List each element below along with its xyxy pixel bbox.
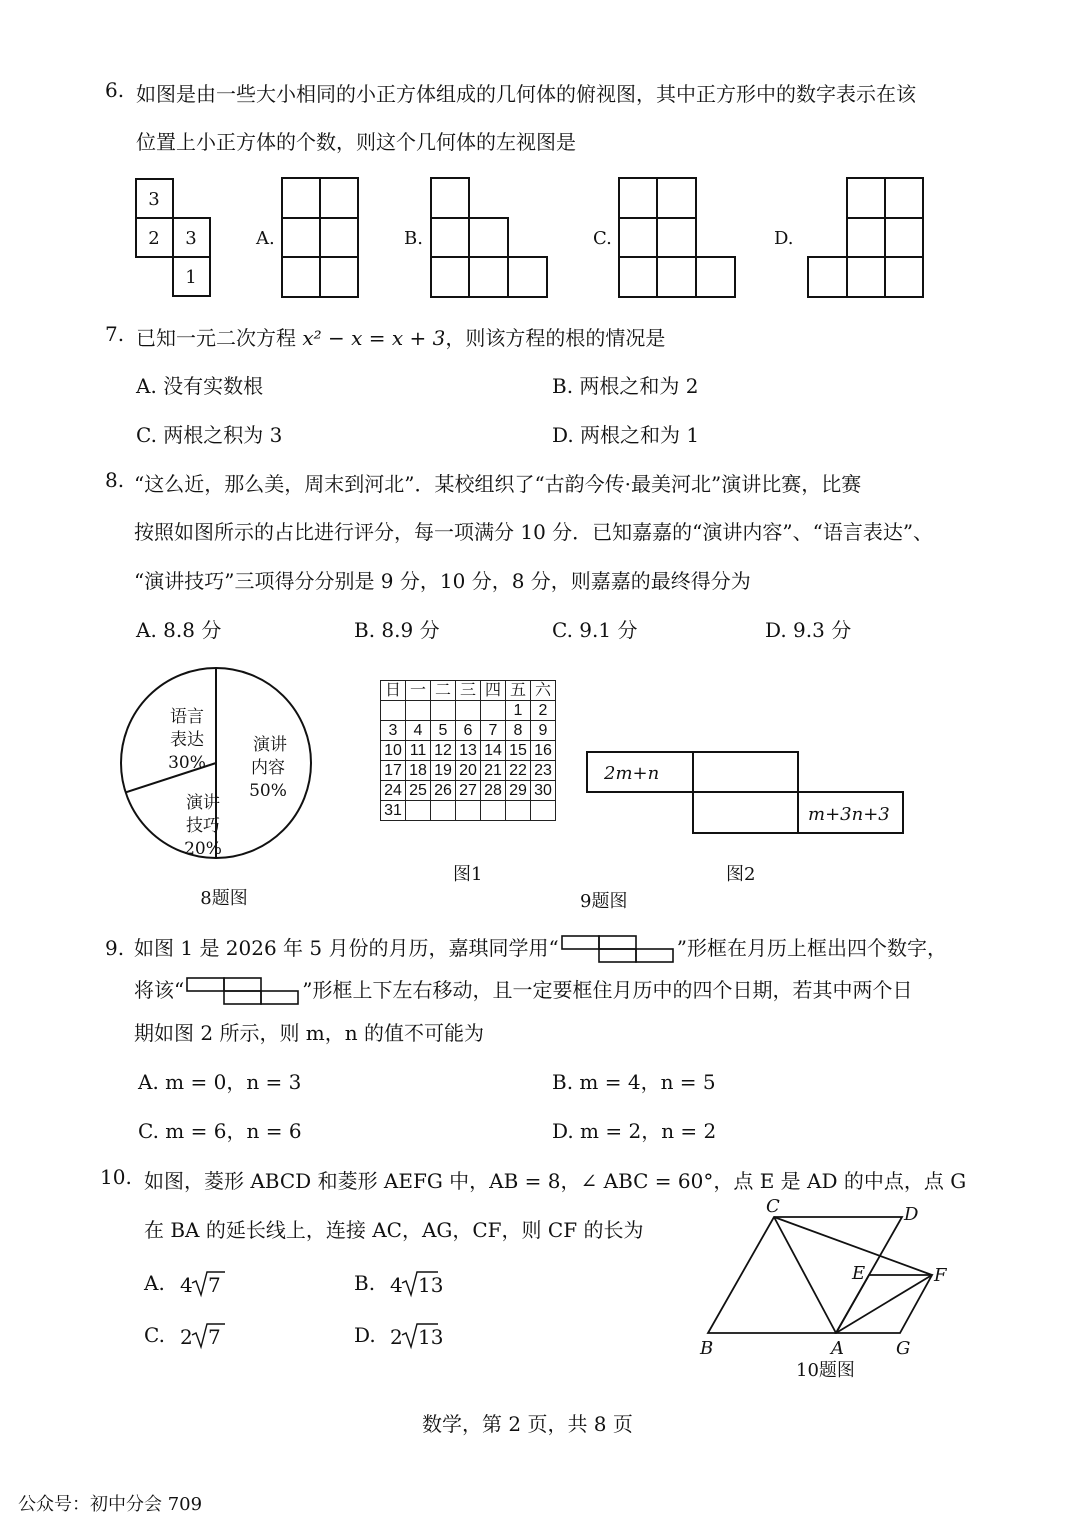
calendar-day: 5 <box>431 721 456 741</box>
calendar-day: 12 <box>431 741 456 761</box>
calendar-weekday: 一 <box>406 681 431 701</box>
calendar-day: 30 <box>531 781 556 801</box>
pie-caption: 8题图 <box>200 888 248 909</box>
q6-stem-line2: 位置上小正方体的个数，则这个几何体的左视图是 <box>136 130 576 154</box>
q6-figures <box>0 0 1080 320</box>
calendar-weekday: 二 <box>431 681 456 701</box>
pie-label-expression-2: 表达 <box>170 730 204 750</box>
point-f-label: F <box>934 1265 947 1286</box>
q8-stem-line3: “演讲技巧”三项得分分别是 9 分，10 分，8 分，则嘉嘉的最终得分为 <box>134 569 751 593</box>
q9-option-b: B. m = 4，n = 5 <box>552 1070 716 1094</box>
pie-percent-skill: 20% <box>184 839 222 859</box>
q7-option-b: B. 两根之和为 2 <box>552 374 699 398</box>
calendar-day: 3 <box>381 721 406 741</box>
segment-af <box>836 1275 932 1333</box>
q10-options <box>130 1262 530 1372</box>
fig2-expr-right: m+3n+3 <box>808 804 890 825</box>
q10-option-d-radicand: 13 <box>418 1325 444 1349</box>
top-view-number: 1 <box>185 267 197 288</box>
pie-percent-content: 50% <box>249 781 287 801</box>
q6-number: 6. <box>105 78 125 102</box>
q7-option-c: C. 两根之积为 3 <box>136 423 283 447</box>
calendar-day: 8 <box>506 721 531 741</box>
q10-option-b-label: B. <box>354 1271 376 1295</box>
q6-option-d-figure <box>808 178 923 297</box>
calendar-day: 23 <box>531 761 556 781</box>
q9-option-a: A. m = 0，n = 3 <box>138 1070 302 1094</box>
calendar-week <box>381 721 556 741</box>
q7-option-a: A. 没有实数根 <box>136 374 264 398</box>
fig1-caption: 图1 <box>453 864 483 885</box>
q10-option-a-label: A. <box>144 1271 165 1295</box>
top-view-number: 2 <box>148 228 160 249</box>
q9-line2-b: ”形框上下左右移动，且一定要框住月历中的四个日期，若其中两个日 <box>302 978 913 1002</box>
pie-label-expression-1: 语言 <box>170 707 204 727</box>
calendar-day: 1 <box>506 701 531 721</box>
calendar-day: 18 <box>406 761 431 781</box>
calendar-day: 10 <box>381 741 406 761</box>
q10-option-a-coef: 4 <box>180 1273 193 1297</box>
q9-line1-a: 如图 1 是 2026 年 5 月份的月历，嘉琪同学用“ <box>134 936 559 960</box>
q10-option-a-radicand: 7 <box>208 1273 221 1297</box>
page-footer: 数学，第 2 页，共 8 页 <box>422 1412 633 1436</box>
point-d-label: D <box>904 1204 919 1225</box>
q10-option-c-coef: 2 <box>180 1325 193 1349</box>
calendar-weekday: 四 <box>481 681 506 701</box>
q7-number: 7. <box>105 322 125 346</box>
q9-option-d: D. m = 2，n = 2 <box>552 1119 717 1143</box>
calendar-day: 20 <box>456 761 481 781</box>
calendar-day: 28 <box>481 781 506 801</box>
q6-option-a-label: A. <box>256 228 275 249</box>
fig2-expr-left: 2m+n <box>604 763 660 784</box>
q7-stem-before: 已知一元二次方程 <box>136 326 303 350</box>
q8-stem-line2: 按照如图所示的占比进行评分，每一项满分 10 分．已知嘉嘉的“演讲内容”、“语言表达”、 <box>134 520 934 544</box>
calendar-day: 7 <box>481 721 506 741</box>
point-a-label: A <box>831 1338 844 1359</box>
q10-option-c-radicand: 7 <box>208 1325 221 1349</box>
q7-equation: x² − x = x + 3 <box>302 326 446 350</box>
calendar-day: 9 <box>531 721 556 741</box>
calendar-day <box>481 801 506 821</box>
point-e-label: E <box>852 1263 866 1284</box>
q6-option-c-label: C. <box>593 228 612 249</box>
calendar-day: 4 <box>406 721 431 741</box>
calendar-day: 13 <box>456 741 481 761</box>
calendar-day <box>381 701 406 721</box>
q10-stem-line1: 如图，菱形 ABCD 和菱形 AEFG 中，AB = 8，∠ ABC = 60°，点 E 是 AD 的中点，点 G <box>144 1169 967 1193</box>
calendar-week <box>381 701 556 721</box>
calendar-day: 26 <box>431 781 456 801</box>
q10-option-b-coef: 4 <box>390 1273 403 1297</box>
pie-label-content-2: 内容 <box>251 758 285 778</box>
q8-option-d: D. 9.3 分 <box>765 618 852 642</box>
calendar-day: 25 <box>406 781 431 801</box>
calendar-day: 2 <box>531 701 556 721</box>
calendar-week <box>381 741 556 761</box>
q9-number: 9. <box>105 936 125 960</box>
calendar-day: 17 <box>381 761 406 781</box>
q10-option-b-radicand: 13 <box>418 1273 444 1297</box>
calendar-weekday: 五 <box>506 681 531 701</box>
calendar-week <box>381 801 556 821</box>
segment-ac <box>774 1217 836 1333</box>
q9-figure-caption: 9题图 <box>580 891 628 912</box>
calendar-day: 16 <box>531 741 556 761</box>
inline-frame-icon <box>184 975 302 1009</box>
calendar-day: 6 <box>456 721 481 741</box>
q9-line2-a: 将该“ <box>134 978 185 1002</box>
q9-stem-line2 <box>134 974 912 1009</box>
q9-option-c: C. m = 6，n = 6 <box>138 1119 302 1143</box>
calendar-header <box>381 681 556 701</box>
calendar-week <box>381 761 556 781</box>
q7-option-d: D. 两根之和为 1 <box>552 423 700 447</box>
pie-label-skill-2: 技巧 <box>186 816 220 836</box>
q10-number: 10. <box>100 1165 132 1189</box>
top-view-number: 3 <box>185 228 197 249</box>
calendar-day: 31 <box>381 801 406 821</box>
q8-option-c: C. 9.1 分 <box>552 618 638 642</box>
q7-stem <box>136 322 665 351</box>
calendar-day <box>506 801 531 821</box>
calendar-day <box>531 801 556 821</box>
q6-option-a-figure <box>282 178 358 297</box>
q10-stem-line2: 在 BA 的延长线上，连接 AC，AG，CF，则 CF 的长为 <box>144 1218 644 1242</box>
calendar-day <box>406 701 431 721</box>
calendar-weekday: 六 <box>531 681 556 701</box>
point-c-label: C <box>766 1196 780 1217</box>
q10-option-d-coef: 2 <box>390 1325 403 1349</box>
q9-stem-line3: 期如图 2 所示，则 m，n 的值不可能为 <box>134 1021 484 1045</box>
calendar-day: 11 <box>406 741 431 761</box>
pie-label-content-1: 演讲 <box>253 735 287 755</box>
q10-option-c-label: C. <box>144 1323 165 1347</box>
calendar-day: 27 <box>456 781 481 801</box>
fig2-caption: 图2 <box>726 864 756 885</box>
inline-frame-icon <box>559 933 677 967</box>
q6-option-d-label: D. <box>774 228 794 249</box>
calendar-day: 29 <box>506 781 531 801</box>
q8-number: 8. <box>105 468 125 492</box>
calendar-day: 15 <box>506 741 531 761</box>
calendar-day <box>431 801 456 821</box>
calendar-day: 21 <box>481 761 506 781</box>
calendar-day <box>431 701 456 721</box>
fig2-frame <box>580 745 910 840</box>
q8-option-a: A. 8.8 分 <box>136 618 222 642</box>
q6-option-b-label: B. <box>404 228 423 249</box>
calendar-day: 24 <box>381 781 406 801</box>
calendar-day <box>406 801 431 821</box>
pie-chart <box>120 660 320 920</box>
calendar <box>380 680 556 821</box>
pie-percent-expression: 30% <box>168 753 206 773</box>
calendar-day <box>456 801 481 821</box>
q6-top-view <box>136 179 210 296</box>
q10-caption: 10题图 <box>796 1360 855 1381</box>
q6-stem-line1: 如图是由一些大小相同的小正方体组成的几何体的俯视图，其中正方形中的数字表示在该 <box>136 82 916 106</box>
calendar-weekday: 三 <box>456 681 481 701</box>
q7-stem-after: ，则该方程的根的情况是 <box>445 326 666 350</box>
q9-line1-b: ”形框在月历上框出四个数字， <box>676 936 947 960</box>
calendar-day: 22 <box>506 761 531 781</box>
q8-option-b: B. 8.9 分 <box>354 618 440 642</box>
watermark: 公众号：初中分会 709 <box>18 1494 203 1515</box>
q9-stem-line1 <box>134 932 947 967</box>
point-g-label: G <box>896 1338 911 1359</box>
q10-option-d-label: D. <box>354 1323 376 1347</box>
q6-option-c-figure <box>619 178 735 297</box>
point-b-label: B <box>700 1338 714 1359</box>
calendar-day: 19 <box>431 761 456 781</box>
calendar-day <box>456 701 481 721</box>
calendar-week <box>381 781 556 801</box>
q6-option-b-figure <box>431 178 547 297</box>
rhombus-figure <box>690 1190 960 1390</box>
calendar-day: 14 <box>481 741 506 761</box>
q8-stem-line1: “这么近，那么美，周末到河北”．某校组织了“古韵今传·最美河北”演讲比赛，比赛 <box>134 472 862 496</box>
top-view-number: 3 <box>148 189 160 210</box>
pie-label-skill-1: 演讲 <box>186 793 220 813</box>
calendar-day <box>481 701 506 721</box>
calendar-weekday: 日 <box>381 681 406 701</box>
